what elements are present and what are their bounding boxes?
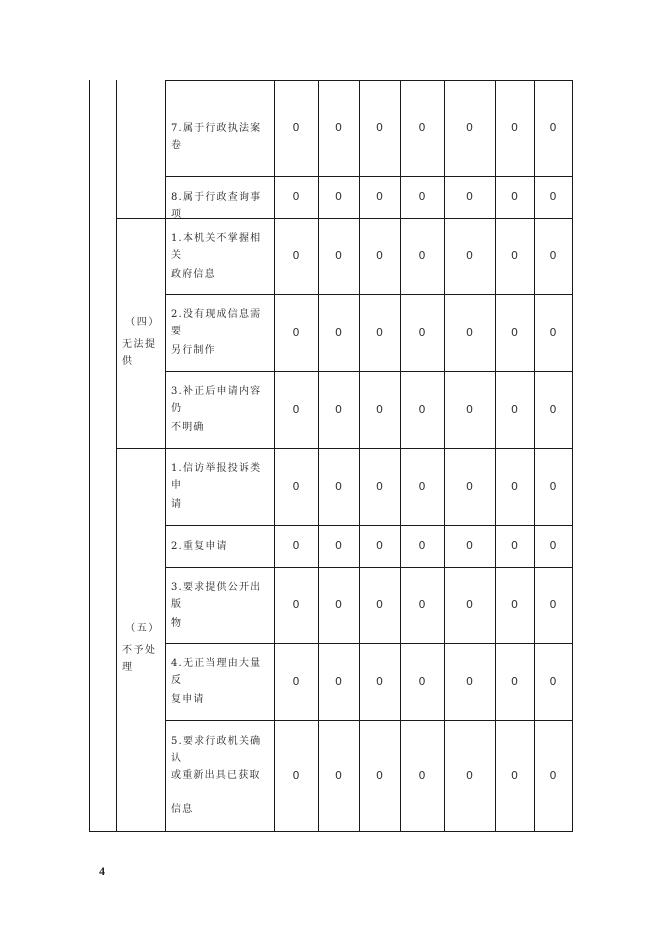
row-label: 8.属于行政查询事项 — [171, 191, 262, 220]
cell-value: 0 — [292, 768, 300, 782]
cell-value: 0 — [418, 190, 426, 203]
cell-value: 0 — [292, 121, 300, 134]
cell-value: 0 — [376, 479, 383, 493]
row-label: 5.要求行政机关确认 或重新出具已获取 信息 — [171, 736, 262, 815]
cell-value: 0 — [335, 479, 342, 493]
row-label: 2.重复申请 — [171, 540, 228, 552]
cell-value: 0 — [511, 325, 518, 339]
cell-value: 0 — [511, 402, 518, 416]
cell-value: 0 — [292, 539, 300, 552]
cell-value: 0 — [466, 121, 473, 134]
cell-value: 0 — [511, 121, 518, 134]
table-row-line — [116, 448, 573, 449]
cell-value: 0 — [418, 121, 426, 134]
cell-value: 0 — [511, 768, 518, 782]
table-row-line — [165, 294, 573, 295]
cell-value: 0 — [335, 249, 342, 262]
cell-value: 0 — [376, 190, 383, 203]
table-row-line — [165, 371, 573, 372]
cell-value: 0 — [335, 768, 342, 782]
cell-value: 0 — [466, 674, 473, 688]
table-row-line — [165, 176, 573, 177]
cell-value: 0 — [466, 249, 473, 262]
cell-value: 0 — [466, 598, 473, 611]
cell-value: 0 — [511, 479, 518, 493]
cell-value: 0 — [418, 402, 426, 416]
table-row-line — [165, 720, 573, 721]
cell-value: 0 — [549, 249, 557, 262]
cell-value: 0 — [418, 539, 426, 552]
row-label: 4.无正当理由大量反 复申请 — [171, 658, 262, 705]
table-border-bottom — [89, 831, 573, 832]
cell-value: 0 — [466, 768, 473, 782]
cell-value: 0 — [292, 190, 300, 203]
table-col-line — [116, 80, 117, 832]
table-row-line — [165, 567, 573, 568]
cell-value: 0 — [418, 479, 426, 493]
cell-value: 0 — [292, 249, 300, 262]
cell-value: 0 — [376, 598, 383, 611]
row-label: 1.信访举报投诉类申 请 — [171, 463, 262, 510]
cell-value: 0 — [466, 402, 473, 416]
cell-value: 0 — [376, 768, 383, 782]
cell-value: 0 — [466, 479, 473, 493]
cell-value: 0 — [335, 539, 342, 552]
cell-value: 0 — [511, 598, 518, 611]
cell-value: 0 — [335, 674, 342, 688]
cell-value: 0 — [549, 121, 557, 134]
cell-value: 0 — [418, 768, 426, 782]
cell-value: 0 — [292, 325, 300, 339]
cell-value: 0 — [549, 190, 557, 203]
cell-value: 0 — [418, 598, 426, 611]
cell-value: 0 — [376, 674, 383, 688]
cell-value: 0 — [549, 598, 557, 611]
row-label: 1.本机关不掌握相关 政府信息 — [171, 232, 262, 280]
table-row-line — [165, 525, 573, 526]
cell-value: 0 — [376, 121, 383, 134]
cell-value: 0 — [549, 768, 557, 782]
table-row-line — [116, 218, 573, 219]
cell-value: 0 — [292, 402, 300, 416]
cell-value: 0 — [549, 325, 557, 339]
cell-value: 0 — [511, 190, 518, 203]
table-border-left — [89, 80, 90, 832]
row-label: 3.补正后申请内容仍 不明确 — [171, 386, 262, 433]
cell-value: 0 — [335, 598, 342, 611]
category-label: （四） 无法提 供 — [122, 316, 160, 367]
cell-value: 0 — [376, 325, 383, 339]
cell-value: 0 — [466, 190, 473, 203]
row-label: 7.属于行政执法案卷 — [171, 122, 262, 151]
cell-value: 0 — [549, 674, 557, 688]
cell-value: 0 — [511, 674, 518, 688]
cell-value: 0 — [418, 325, 426, 339]
page-number: 4 — [99, 864, 105, 878]
row-label: 3.要求提供公开出版 物 — [171, 581, 262, 629]
cell-value: 0 — [511, 539, 518, 552]
category-label: （五） 不予处 理 — [122, 623, 160, 673]
table-row-line — [165, 643, 573, 644]
cell-value: 0 — [549, 402, 557, 416]
cell-value: 0 — [466, 539, 473, 552]
cell-value: 0 — [418, 249, 426, 262]
cell-value: 0 — [549, 479, 557, 493]
cell-value: 0 — [376, 539, 383, 552]
cell-value: 0 — [292, 479, 300, 493]
cell-value: 0 — [418, 674, 426, 688]
cell-value: 0 — [511, 249, 518, 262]
cell-value: 0 — [549, 539, 557, 552]
table-row-line — [165, 80, 573, 81]
cell-value: 0 — [335, 325, 342, 339]
row-label: 2.没有现成信息需要 另行制作 — [171, 309, 262, 356]
cell-value: 0 — [335, 190, 342, 203]
cell-value: 0 — [335, 402, 342, 416]
cell-value: 0 — [376, 402, 383, 416]
cell-value: 0 — [292, 674, 300, 688]
cell-value: 0 — [466, 325, 473, 339]
cell-value: 0 — [335, 121, 342, 134]
cell-value: 0 — [376, 249, 383, 262]
cell-value: 0 — [292, 598, 300, 611]
